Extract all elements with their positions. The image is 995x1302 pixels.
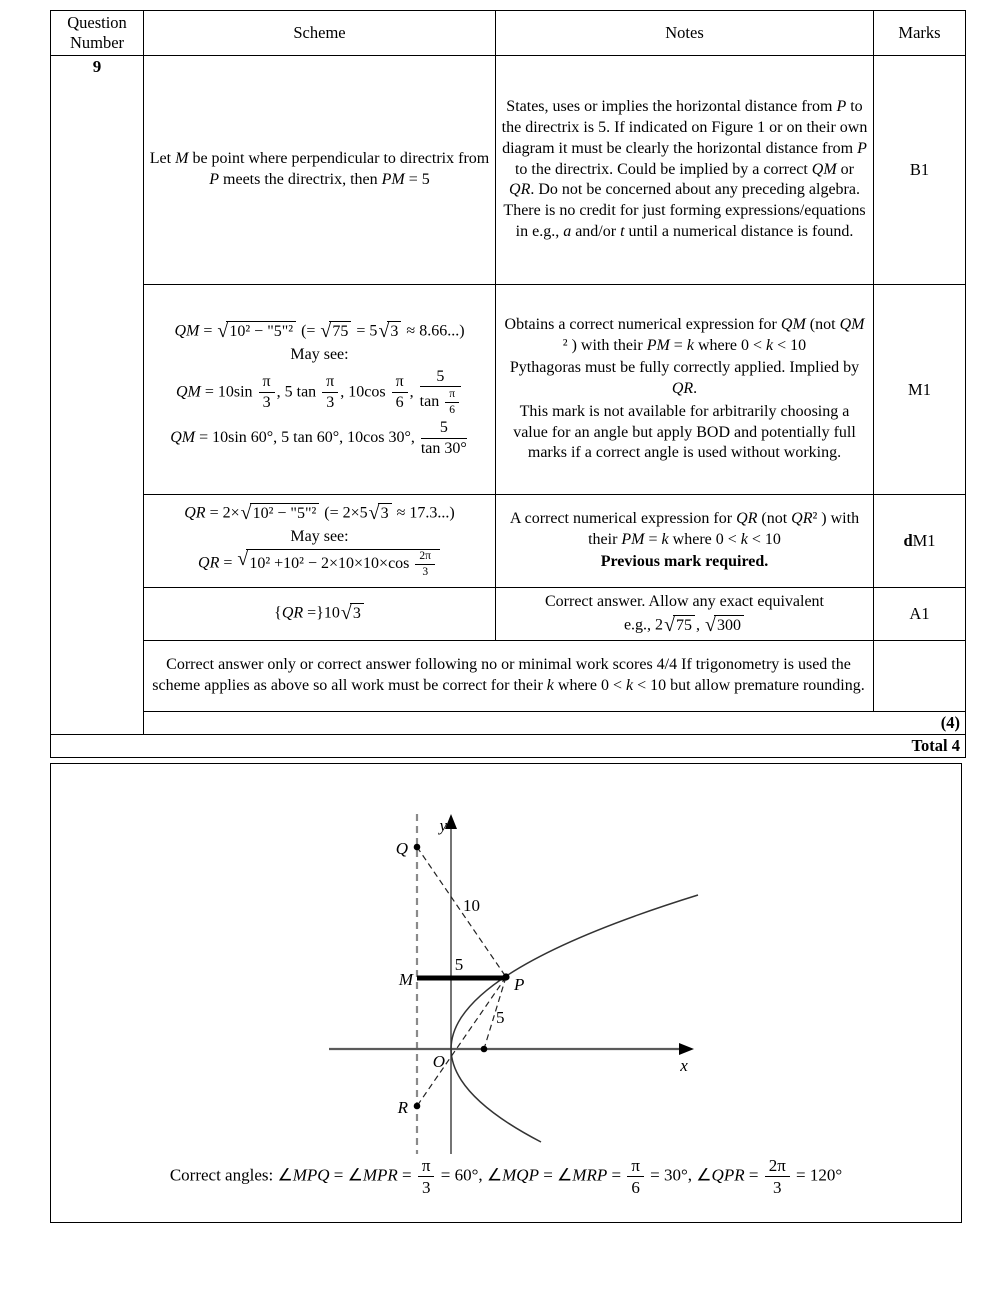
scheme-cell-m1 — [144, 285, 496, 495]
scheme-line: QR = 2× √ 10² − "5"² (= 2×5 √ 3 ≈ 17.3...) — [184, 501, 455, 524]
notes-paragraph: e.g., 2 √ 75 , √ 300 — [501, 615, 868, 637]
scheme-line: QR = √ 10² +10² − 2×10×10×cos $\frac{2\pi}{3}$ — [149, 549, 490, 579]
mark-scheme-table — [50, 10, 966, 758]
figure-box — [50, 763, 962, 1223]
summary-mark-cell-empty — [874, 641, 966, 712]
notes-paragraph: States, uses or implies the horizontal distance from P to the directrix is 5. If indicated on Figure 1 or on their own diagram it must be clearly the horizontal distance from P to the directrix. Could be implied by a correct QM or QR. Do not be concerned about any preceding algebra. There is no credit for just forming expressions/equations in e.g., a and/or t until a numerical distance is found. — [501, 98, 868, 240]
length-mp-label: 5 — [454, 955, 464, 974]
scheme-line: QM = 10sin $\frac{\pi}{3}$ , 5 tan $\frac{\pi}{3}$ , 10cos $\frac{\pi}{6}$ , 5 tan $\frac{\pi}{6}$ — [149, 368, 490, 418]
row-total — [51, 735, 966, 758]
notes-cell-m1 — [496, 285, 874, 495]
parabola-figure — [51, 764, 962, 1156]
row-points — [51, 712, 966, 735]
notes-paragraph: Obtains a correct numerical expression for QM (not QM ² ) with their PM = k where 0 < k < 10 — [504, 315, 865, 354]
scheme-line: QM = √ 10² − "5"² (= √ 75 = 5 √ 3 ≈ 8.66...) — [174, 319, 465, 342]
row-a1 — [51, 588, 966, 641]
row-m1 — [51, 285, 966, 495]
x-axis-arrow-icon — [679, 1043, 694, 1055]
scheme-line: May see: — [290, 527, 349, 545]
col-header-question-number: Question Number — [51, 11, 144, 56]
mark-cell-a1: A1 — [874, 588, 966, 641]
notes-paragraph: This mark is not available for arbitrarily choosing a value for an angle but apply BOD and potentially full marks if a correct angle is used without working. — [513, 402, 856, 462]
origin-label: O — [432, 1052, 445, 1071]
total-marks-cell: Total 4 — [51, 735, 966, 758]
question-number-cell: 9 — [51, 56, 144, 735]
point-p — [502, 973, 509, 980]
scheme-line: May see: — [290, 345, 349, 363]
col-header-marks: Marks — [874, 11, 966, 56]
point-r — [414, 1103, 421, 1110]
length-pf-label: 5 — [496, 1008, 505, 1027]
header-row — [51, 11, 966, 56]
summary-note-cell — [144, 641, 874, 712]
p-label: P — [514, 975, 525, 994]
mark-cell-dm1: dM1 — [874, 495, 966, 588]
col-header-scheme: Scheme — [144, 11, 496, 56]
scheme-line: {QR =}10 √ 3 — [149, 603, 490, 625]
q-label: Q — [395, 839, 408, 858]
notes-paragraph: Previous mark required. — [600, 553, 769, 571]
notes-paragraph: A correct numerical expression for QR (not QR² ) with their PM = k where 0 < k < 10 — [509, 509, 860, 548]
mark-scheme-content — [50, 10, 965, 1223]
notes-cell-b1 — [496, 56, 874, 285]
scheme-line: QM = 10sin 60°, 5 tan 60°, 10cos 30°, $\frac{5}{\tan 30^\circ}$ — [170, 419, 467, 458]
length-qp-label: 10 — [463, 896, 480, 915]
x-axis-label: x — [680, 1056, 688, 1075]
scheme-cell-a1 — [144, 588, 496, 641]
y-axis-label: y — [439, 816, 447, 835]
row-b1 — [51, 56, 966, 285]
summary-note-text: Correct answer only or correct answer following no or minimal work scores 4/4 If trigonometry is used the scheme applies as above so all work must be correct for their k where 0 < k < 10 but allow premature rounding. — [152, 656, 865, 694]
row-dm1 — [51, 495, 966, 588]
notes-paragraph: Pythagoras must be fully correctly applied. Implied by QR. — [509, 359, 860, 398]
point-focus — [481, 1046, 488, 1053]
mark-cell-b1: B1 — [874, 56, 966, 285]
notes-cell-dm1 — [496, 495, 874, 588]
scheme-cell-dm1 — [144, 495, 496, 588]
segment-pr-dashed — [417, 977, 506, 1106]
correct-angles-line: Correct angles: ∠MPQ = ∠MPR = $\frac{\pi}{3}$ = 60°, ∠MQP = ∠MRP = $\frac{\pi}{6}$ = 30°, ∠QPR = $\frac{2\pi}{3}$ = 120° — [169, 1156, 843, 1198]
notes-paragraph: Correct answer. Allow any exact equivalent — [544, 592, 824, 610]
row-summary-note — [51, 641, 966, 712]
col-header-notes: Notes — [496, 11, 874, 56]
r-label: R — [397, 1098, 408, 1117]
notes-cell-a1 — [496, 588, 874, 641]
scheme-cell-b1 — [144, 56, 496, 285]
parabola-curve — [451, 895, 698, 1142]
m-label: M — [398, 970, 413, 989]
scheme-line: Let M be point where perpendicular to directrix from P meets the directrix, then PM = 5 — [149, 150, 490, 188]
mark-cell-m1: M1 — [874, 285, 966, 495]
point-q — [414, 844, 421, 851]
question-points-cell: (4) — [144, 712, 966, 735]
